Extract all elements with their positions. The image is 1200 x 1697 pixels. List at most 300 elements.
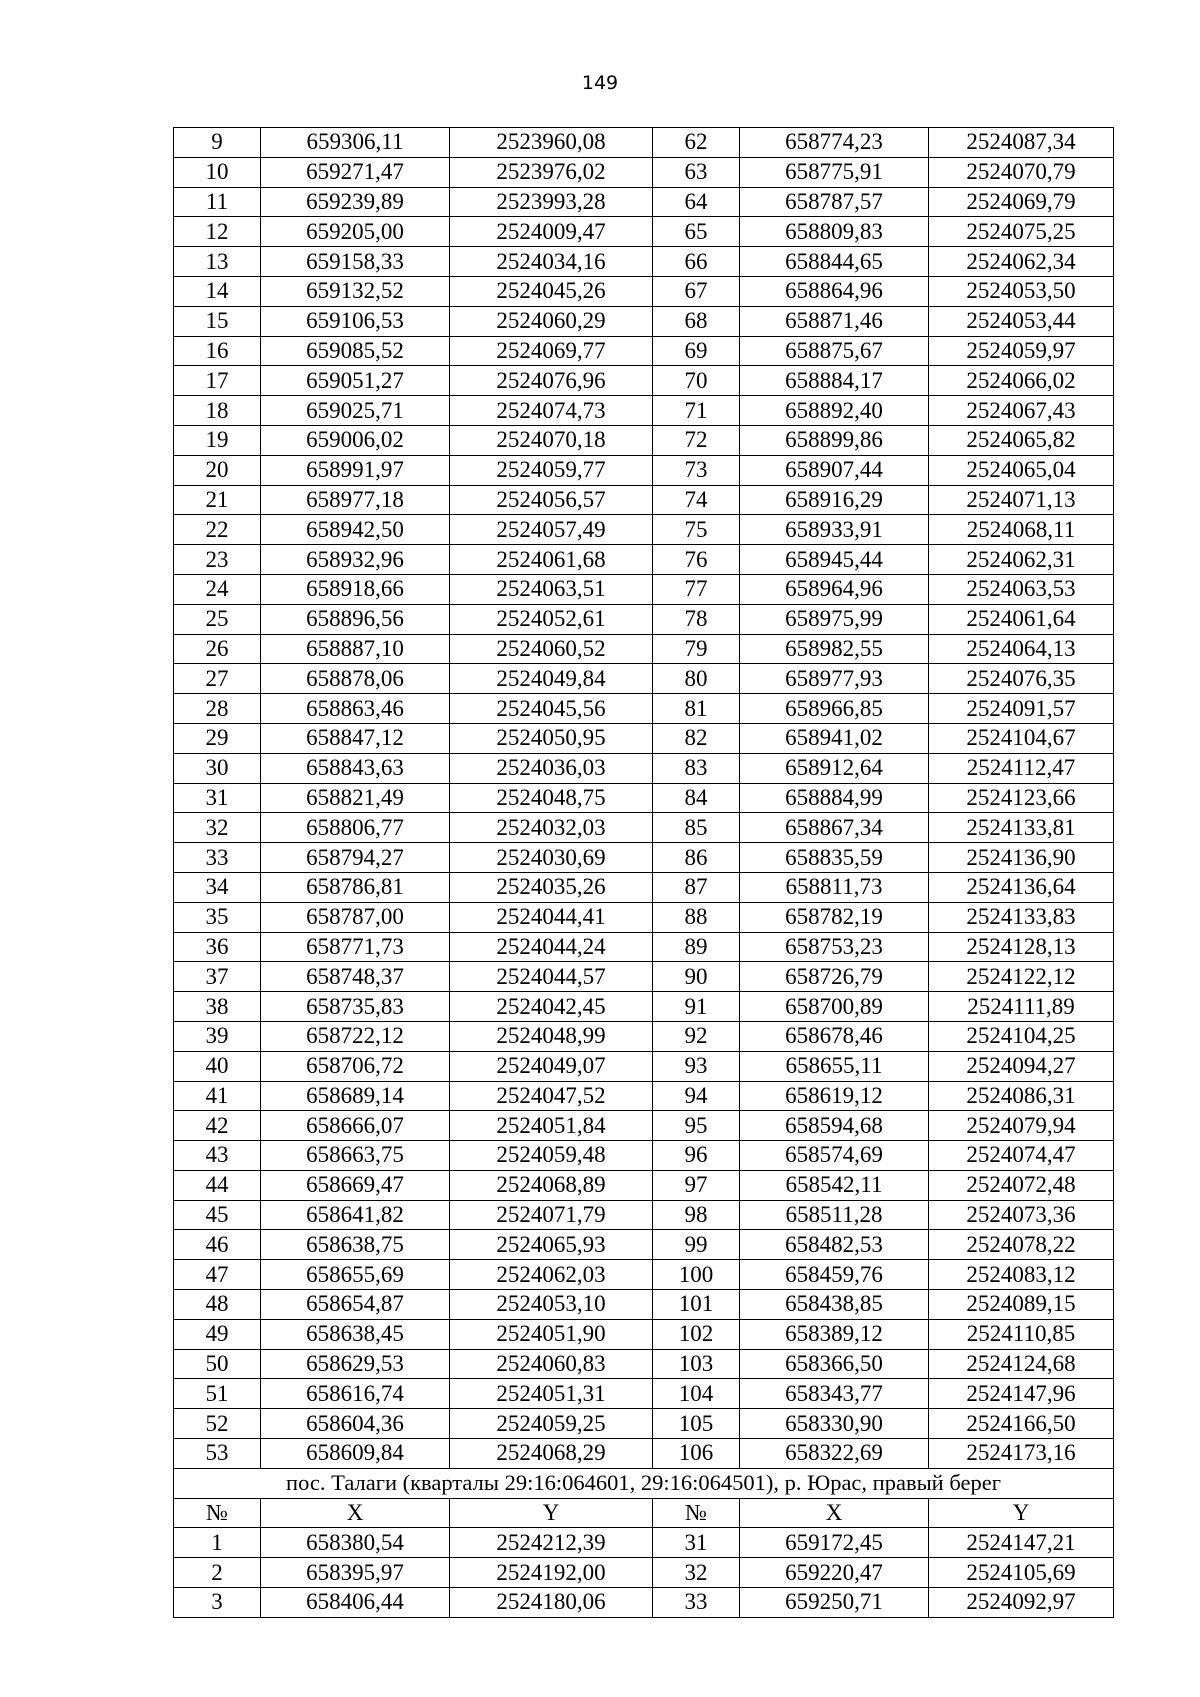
cell-y-left: 2524050,95 xyxy=(450,723,653,753)
cell-y-right: 2524073,36 xyxy=(929,1200,1114,1230)
cell-y-left: 2524069,77 xyxy=(450,336,653,366)
cell-y-right: 2524061,64 xyxy=(929,604,1114,634)
cell-number-left: 25 xyxy=(174,604,261,634)
cell-number-left: 48 xyxy=(174,1290,261,1320)
cell-x-left: 659085,52 xyxy=(261,336,450,366)
cell-number-left: 21 xyxy=(174,485,261,515)
cell-y-left: 2524049,84 xyxy=(450,664,653,694)
cell-x-right: 659220,47 xyxy=(740,1558,929,1588)
cell-y-left: 2524051,84 xyxy=(450,1111,653,1141)
cell-number-left: 41 xyxy=(174,1081,261,1111)
cell-x-right: 658912,64 xyxy=(740,753,929,783)
cell-y-right: 2524063,53 xyxy=(929,574,1114,604)
cell-number-left: 36 xyxy=(174,932,261,962)
cell-y-right: 2524104,67 xyxy=(929,723,1114,753)
cell-x-right: 658835,59 xyxy=(740,843,929,873)
cell-x-left: 659132,52 xyxy=(261,276,450,306)
cell-number-right: 82 xyxy=(653,723,740,753)
cell-y-right: 2524074,47 xyxy=(929,1141,1114,1171)
cell-y-right: 2524079,94 xyxy=(929,1111,1114,1141)
cell-number-left: 37 xyxy=(174,962,261,992)
header-row xyxy=(174,1498,1114,1528)
cell-y-right: 2524092,97 xyxy=(929,1588,1114,1618)
cell-y-left: 2524045,26 xyxy=(450,276,653,306)
cell-number-right: 69 xyxy=(653,336,740,366)
table-row xyxy=(174,276,1114,306)
table-row xyxy=(174,1588,1114,1618)
cell-y-left: 2524051,90 xyxy=(450,1319,653,1349)
cell-y-right: 2524091,57 xyxy=(929,694,1114,724)
cell-number-left: 47 xyxy=(174,1260,261,1290)
cell-x-right: 658975,99 xyxy=(740,604,929,634)
cell-y-left: 2524045,56 xyxy=(450,694,653,724)
coordinates-table xyxy=(173,127,1114,1618)
cell-x-left: 658669,47 xyxy=(261,1170,450,1200)
cell-number-left: 39 xyxy=(174,1021,261,1051)
cell-x-right: 659250,71 xyxy=(740,1588,929,1618)
table-row xyxy=(174,872,1114,902)
cell-x-left: 659106,53 xyxy=(261,306,450,336)
cell-y-left: 2524060,29 xyxy=(450,306,653,336)
cell-number-left: 14 xyxy=(174,276,261,306)
cell-y-right: 2524053,44 xyxy=(929,306,1114,336)
header-cell-number-right: № xyxy=(653,1498,740,1528)
cell-number-right: 63 xyxy=(653,157,740,187)
cell-number-left: 15 xyxy=(174,306,261,336)
cell-y-right: 2524083,12 xyxy=(929,1260,1114,1290)
cell-y-right: 2524133,83 xyxy=(929,902,1114,932)
table-row xyxy=(174,1528,1114,1558)
cell-x-right: 658916,29 xyxy=(740,485,929,515)
cell-number-right: 84 xyxy=(653,783,740,813)
cell-y-left: 2524044,57 xyxy=(450,962,653,992)
cell-y-left: 2524063,51 xyxy=(450,574,653,604)
cell-x-right: 658884,99 xyxy=(740,783,929,813)
cell-x-right: 658982,55 xyxy=(740,634,929,664)
cell-y-left: 2524060,52 xyxy=(450,634,653,664)
cell-y-left: 2524035,26 xyxy=(450,872,653,902)
table-row xyxy=(174,157,1114,187)
section-title-row xyxy=(174,1468,1114,1498)
cell-number-left: 3 xyxy=(174,1588,261,1618)
cell-y-left: 2524049,07 xyxy=(450,1051,653,1081)
table-row xyxy=(174,1260,1114,1290)
cell-x-right: 658366,50 xyxy=(740,1349,929,1379)
table-row xyxy=(174,664,1114,694)
cell-number-left: 23 xyxy=(174,545,261,575)
table-row xyxy=(174,1051,1114,1081)
cell-number-right: 77 xyxy=(653,574,740,604)
cell-y-right: 2524147,96 xyxy=(929,1379,1114,1409)
cell-y-left: 2524048,99 xyxy=(450,1021,653,1051)
cell-x-right: 658933,91 xyxy=(740,515,929,545)
cell-number-right: 65 xyxy=(653,217,740,247)
cell-x-right: 658892,40 xyxy=(740,396,929,426)
cell-x-left: 658706,72 xyxy=(261,1051,450,1081)
cell-y-right: 2524128,13 xyxy=(929,932,1114,962)
cell-number-right: 33 xyxy=(653,1588,740,1618)
cell-x-left: 658629,53 xyxy=(261,1349,450,1379)
cell-x-right: 658322,69 xyxy=(740,1439,929,1469)
cell-number-right: 85 xyxy=(653,813,740,843)
cell-number-left: 22 xyxy=(174,515,261,545)
header-cell-x-left: X xyxy=(261,1498,450,1528)
cell-y-left: 2524212,39 xyxy=(450,1528,653,1558)
table-row xyxy=(174,753,1114,783)
cell-x-left: 658748,37 xyxy=(261,962,450,992)
cell-number-right: 71 xyxy=(653,396,740,426)
cell-y-left: 2524059,77 xyxy=(450,455,653,485)
cell-x-left: 658666,07 xyxy=(261,1111,450,1141)
cell-number-left: 42 xyxy=(174,1111,261,1141)
cell-y-right: 2524173,16 xyxy=(929,1439,1114,1469)
table-row xyxy=(174,396,1114,426)
cell-x-left: 658380,54 xyxy=(261,1528,450,1558)
table-row xyxy=(174,187,1114,217)
table-row xyxy=(174,1439,1114,1469)
cell-y-left: 2524059,25 xyxy=(450,1409,653,1439)
table-row xyxy=(174,425,1114,455)
cell-x-left: 658847,12 xyxy=(261,723,450,753)
cell-x-left: 658942,50 xyxy=(261,515,450,545)
cell-x-left: 658794,27 xyxy=(261,843,450,873)
cell-x-left: 658806,77 xyxy=(261,813,450,843)
cell-y-left: 2524057,49 xyxy=(450,515,653,545)
table-row xyxy=(174,336,1114,366)
cell-number-left: 46 xyxy=(174,1230,261,1260)
cell-number-right: 75 xyxy=(653,515,740,545)
table-row xyxy=(174,1379,1114,1409)
cell-number-right: 105 xyxy=(653,1409,740,1439)
cell-x-right: 658330,90 xyxy=(740,1409,929,1439)
cell-y-right: 2524068,11 xyxy=(929,515,1114,545)
table-row xyxy=(174,783,1114,813)
cell-x-left: 658722,12 xyxy=(261,1021,450,1051)
cell-number-left: 33 xyxy=(174,843,261,873)
cell-y-right: 2524112,47 xyxy=(929,753,1114,783)
cell-y-right: 2524136,90 xyxy=(929,843,1114,873)
cell-y-right: 2524123,66 xyxy=(929,783,1114,813)
cell-x-left: 658655,69 xyxy=(261,1260,450,1290)
cell-x-right: 658811,73 xyxy=(740,872,929,902)
cell-number-right: 96 xyxy=(653,1141,740,1171)
table-row xyxy=(174,1081,1114,1111)
cell-y-right: 2524089,15 xyxy=(929,1290,1114,1320)
cell-x-right: 658945,44 xyxy=(740,545,929,575)
table-row xyxy=(174,962,1114,992)
table-row xyxy=(174,1290,1114,1320)
cell-x-right: 658542,11 xyxy=(740,1170,929,1200)
page-number: 149 xyxy=(581,72,619,94)
cell-y-right: 2524064,13 xyxy=(929,634,1114,664)
cell-y-right: 2524104,25 xyxy=(929,1021,1114,1051)
cell-number-right: 62 xyxy=(653,128,740,158)
cell-y-right: 2524062,34 xyxy=(929,247,1114,277)
cell-x-left: 658735,83 xyxy=(261,992,450,1022)
cell-x-left: 658689,14 xyxy=(261,1081,450,1111)
cell-number-left: 11 xyxy=(174,187,261,217)
cell-y-left: 2524065,93 xyxy=(450,1230,653,1260)
cell-number-right: 64 xyxy=(653,187,740,217)
cell-number-left: 10 xyxy=(174,157,261,187)
table-row xyxy=(174,1319,1114,1349)
cell-x-right: 658678,46 xyxy=(740,1021,929,1051)
cell-y-right: 2524133,81 xyxy=(929,813,1114,843)
table-body-bottom xyxy=(174,1528,1114,1617)
table-row xyxy=(174,217,1114,247)
cell-x-left: 658821,49 xyxy=(261,783,450,813)
header-cell-y-left: Y xyxy=(450,1498,653,1528)
cell-x-left: 658887,10 xyxy=(261,634,450,664)
cell-y-left: 2524180,06 xyxy=(450,1588,653,1618)
cell-number-right: 91 xyxy=(653,992,740,1022)
cell-y-left: 2524070,18 xyxy=(450,425,653,455)
cell-number-right: 81 xyxy=(653,694,740,724)
cell-x-left: 659306,11 xyxy=(261,128,450,158)
cell-number-right: 90 xyxy=(653,962,740,992)
cell-number-right: 92 xyxy=(653,1021,740,1051)
table-row xyxy=(174,843,1114,873)
cell-y-right: 2524066,02 xyxy=(929,366,1114,396)
cell-y-right: 2524087,34 xyxy=(929,128,1114,158)
cell-x-right: 658871,46 xyxy=(740,306,929,336)
cell-number-left: 12 xyxy=(174,217,261,247)
cell-x-left: 658616,74 xyxy=(261,1379,450,1409)
cell-y-left: 2523960,08 xyxy=(450,128,653,158)
cell-x-right: 658907,44 xyxy=(740,455,929,485)
cell-x-right: 658438,85 xyxy=(740,1290,929,1320)
cell-x-left: 658932,96 xyxy=(261,545,450,575)
cell-x-right: 658594,68 xyxy=(740,1111,929,1141)
cell-y-left: 2523993,28 xyxy=(450,187,653,217)
table-row xyxy=(174,306,1114,336)
cell-x-right: 658941,02 xyxy=(740,723,929,753)
cell-y-left: 2524062,03 xyxy=(450,1260,653,1290)
cell-number-right: 94 xyxy=(653,1081,740,1111)
cell-x-right: 658619,12 xyxy=(740,1081,929,1111)
cell-y-left: 2524060,83 xyxy=(450,1349,653,1379)
cell-number-left: 30 xyxy=(174,753,261,783)
cell-number-right: 79 xyxy=(653,634,740,664)
table-row xyxy=(174,1230,1114,1260)
cell-number-right: 86 xyxy=(653,843,740,873)
cell-y-left: 2524061,68 xyxy=(450,545,653,575)
cell-number-right: 76 xyxy=(653,545,740,575)
cell-y-right: 2524124,68 xyxy=(929,1349,1114,1379)
cell-number-right: 98 xyxy=(653,1200,740,1230)
table-row xyxy=(174,545,1114,575)
cell-y-left: 2524051,31 xyxy=(450,1379,653,1409)
cell-number-right: 93 xyxy=(653,1051,740,1081)
table-row xyxy=(174,1111,1114,1141)
cell-y-right: 2524062,31 xyxy=(929,545,1114,575)
cell-y-left: 2524059,48 xyxy=(450,1141,653,1171)
cell-number-left: 49 xyxy=(174,1319,261,1349)
cell-x-right: 658844,65 xyxy=(740,247,929,277)
cell-y-left: 2524009,47 xyxy=(450,217,653,247)
table-row xyxy=(174,604,1114,634)
cell-number-left: 53 xyxy=(174,1439,261,1469)
table-row xyxy=(174,1200,1114,1230)
cell-y-right: 2524075,25 xyxy=(929,217,1114,247)
cell-y-left: 2524068,89 xyxy=(450,1170,653,1200)
cell-y-right: 2524105,69 xyxy=(929,1558,1114,1588)
section-block xyxy=(174,1468,1114,1528)
table-row xyxy=(174,1021,1114,1051)
cell-x-left: 658663,75 xyxy=(261,1141,450,1171)
table-row xyxy=(174,1558,1114,1588)
table-row xyxy=(174,1170,1114,1200)
table-row xyxy=(174,902,1114,932)
table-row xyxy=(174,455,1114,485)
cell-y-left: 2524056,57 xyxy=(450,485,653,515)
cell-x-left: 658641,82 xyxy=(261,1200,450,1230)
cell-number-left: 24 xyxy=(174,574,261,604)
cell-x-right: 658787,57 xyxy=(740,187,929,217)
cell-x-right: 658977,93 xyxy=(740,664,929,694)
header-cell-y-right: Y xyxy=(929,1498,1114,1528)
cell-number-left: 35 xyxy=(174,902,261,932)
header-cell-x-right: X xyxy=(740,1498,929,1528)
cell-x-right: 658782,19 xyxy=(740,902,929,932)
cell-y-right: 2524069,79 xyxy=(929,187,1114,217)
cell-x-left: 658604,36 xyxy=(261,1409,450,1439)
cell-number-right: 83 xyxy=(653,753,740,783)
cell-y-right: 2524059,97 xyxy=(929,336,1114,366)
table-row xyxy=(174,932,1114,962)
cell-y-right: 2524110,85 xyxy=(929,1319,1114,1349)
cell-y-left: 2524044,24 xyxy=(450,932,653,962)
cell-y-right: 2524122,12 xyxy=(929,962,1114,992)
cell-y-left: 2524030,69 xyxy=(450,843,653,873)
cell-y-right: 2524094,27 xyxy=(929,1051,1114,1081)
cell-y-left: 2523976,02 xyxy=(450,157,653,187)
cell-number-right: 97 xyxy=(653,1170,740,1200)
cell-y-right: 2524053,50 xyxy=(929,276,1114,306)
cell-number-left: 45 xyxy=(174,1200,261,1230)
cell-x-right: 658343,77 xyxy=(740,1379,929,1409)
cell-x-left: 659205,00 xyxy=(261,217,450,247)
cell-y-left: 2524034,16 xyxy=(450,247,653,277)
cell-number-left: 43 xyxy=(174,1141,261,1171)
cell-y-left: 2524053,10 xyxy=(450,1290,653,1320)
cell-x-left: 659051,27 xyxy=(261,366,450,396)
table-row xyxy=(174,694,1114,724)
table-body-top xyxy=(174,128,1114,1469)
cell-x-right: 658884,17 xyxy=(740,366,929,396)
cell-y-right: 2524072,48 xyxy=(929,1170,1114,1200)
header-cell-number-left: № xyxy=(174,1498,261,1528)
cell-x-left: 659271,47 xyxy=(261,157,450,187)
cell-number-left: 50 xyxy=(174,1349,261,1379)
cell-y-right: 2524086,31 xyxy=(929,1081,1114,1111)
cell-number-left: 32 xyxy=(174,813,261,843)
cell-number-left: 28 xyxy=(174,694,261,724)
cell-x-left: 658638,45 xyxy=(261,1319,450,1349)
cell-y-right: 2524067,43 xyxy=(929,396,1114,426)
cell-number-right: 101 xyxy=(653,1290,740,1320)
cell-number-left: 1 xyxy=(174,1528,261,1558)
cell-x-left: 659006,02 xyxy=(261,425,450,455)
cell-number-left: 40 xyxy=(174,1051,261,1081)
cell-number-left: 27 xyxy=(174,664,261,694)
cell-y-left: 2524036,03 xyxy=(450,753,653,783)
cell-x-right: 658775,91 xyxy=(740,157,929,187)
cell-number-right: 95 xyxy=(653,1111,740,1141)
cell-x-left: 658896,56 xyxy=(261,604,450,634)
cell-number-left: 2 xyxy=(174,1558,261,1588)
cell-number-right: 100 xyxy=(653,1260,740,1290)
cell-x-right: 658655,11 xyxy=(740,1051,929,1081)
cell-number-right: 89 xyxy=(653,932,740,962)
cell-y-right: 2524166,50 xyxy=(929,1409,1114,1439)
cell-x-left: 658786,81 xyxy=(261,872,450,902)
table-row xyxy=(174,1409,1114,1439)
cell-x-left: 658843,63 xyxy=(261,753,450,783)
table-row xyxy=(174,1141,1114,1171)
table-row xyxy=(174,485,1114,515)
cell-number-left: 29 xyxy=(174,723,261,753)
cell-number-left: 44 xyxy=(174,1170,261,1200)
cell-y-left: 2524071,79 xyxy=(450,1200,653,1230)
cell-x-left: 658787,00 xyxy=(261,902,450,932)
table-row xyxy=(174,366,1114,396)
cell-number-left: 31 xyxy=(174,783,261,813)
cell-number-left: 20 xyxy=(174,455,261,485)
cell-x-right: 658726,79 xyxy=(740,962,929,992)
cell-number-right: 66 xyxy=(653,247,740,277)
cell-number-right: 102 xyxy=(653,1319,740,1349)
cell-x-left: 658395,97 xyxy=(261,1558,450,1588)
cell-x-left: 658863,46 xyxy=(261,694,450,724)
cell-x-right: 658774,23 xyxy=(740,128,929,158)
table-row xyxy=(174,634,1114,664)
cell-x-left: 658654,87 xyxy=(261,1290,450,1320)
cell-number-right: 68 xyxy=(653,306,740,336)
cell-x-left: 659239,89 xyxy=(261,187,450,217)
cell-x-left: 658771,73 xyxy=(261,932,450,962)
cell-number-right: 99 xyxy=(653,1230,740,1260)
cell-y-left: 2524052,61 xyxy=(450,604,653,634)
cell-x-right: 658459,76 xyxy=(740,1260,929,1290)
cell-number-left: 17 xyxy=(174,366,261,396)
cell-y-left: 2524074,73 xyxy=(450,396,653,426)
cell-x-left: 658638,75 xyxy=(261,1230,450,1260)
table-row xyxy=(174,574,1114,604)
table-row xyxy=(174,1349,1114,1379)
cell-x-right: 658964,96 xyxy=(740,574,929,604)
cell-number-left: 26 xyxy=(174,634,261,664)
cell-x-right: 658864,96 xyxy=(740,276,929,306)
cell-number-left: 13 xyxy=(174,247,261,277)
cell-y-right: 2524078,22 xyxy=(929,1230,1114,1260)
cell-number-right: 74 xyxy=(653,485,740,515)
cell-y-right: 2524070,79 xyxy=(929,157,1114,187)
cell-x-left: 658918,66 xyxy=(261,574,450,604)
cell-x-left: 658406,44 xyxy=(261,1588,450,1618)
cell-number-left: 19 xyxy=(174,425,261,455)
cell-y-right: 2524065,82 xyxy=(929,425,1114,455)
cell-x-right: 658875,67 xyxy=(740,336,929,366)
cell-x-right: 658511,28 xyxy=(740,1200,929,1230)
cell-number-left: 38 xyxy=(174,992,261,1022)
cell-number-left: 9 xyxy=(174,128,261,158)
cell-x-left: 659158,33 xyxy=(261,247,450,277)
cell-number-right: 106 xyxy=(653,1439,740,1469)
cell-y-left: 2524048,75 xyxy=(450,783,653,813)
table-row xyxy=(174,723,1114,753)
cell-number-left: 34 xyxy=(174,872,261,902)
